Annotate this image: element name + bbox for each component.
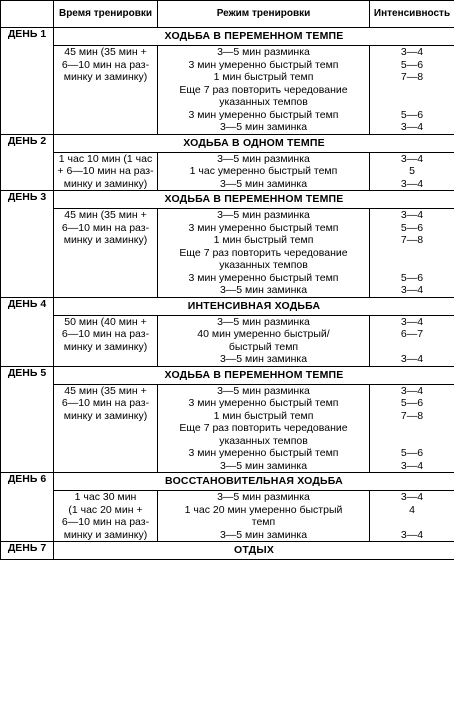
intensity-cell-line: 3—4	[400, 284, 424, 296]
duration-cell-line: 6—10 мин на раз-	[61, 328, 150, 340]
intensity-cell-line: 3—4	[400, 384, 424, 397]
header-row	[1, 1, 454, 28]
mode-cell-line: 1 мин быстрый темп	[213, 409, 314, 422]
mode-cell-line: 3—5 мин разминка	[217, 46, 310, 58]
header-intensity: Интенсивность	[370, 1, 454, 28]
mode-cell-line: 3—5 мин заминка	[219, 284, 308, 296]
intensity-cell-line: 7—8	[400, 409, 424, 422]
mode-cell	[158, 209, 370, 298]
duration-cell-line: 45 мин (35 мин +	[64, 46, 147, 58]
intensity-cell-line: 4	[409, 503, 415, 516]
duration-cell-line: 6—10 мин на раз-	[61, 221, 150, 234]
day-title: ВОССТАНОВИТЕЛЬНАЯ ХОДЬБА	[54, 473, 454, 491]
day-title-row	[1, 473, 454, 491]
day-detail-row	[1, 315, 454, 366]
mode-cell-line: 3 мин умеренно быстрый темп	[188, 447, 339, 459]
intensity-cell-line: 7—8	[400, 234, 424, 246]
intensity-cell-line	[372, 341, 452, 354]
intensity-cell-line: 6—7	[400, 328, 424, 340]
mode-cell-line: 3—5 мин заминка	[219, 177, 308, 190]
mode-cell-line: 3—5 мин заминка	[219, 121, 308, 133]
intensity-cell-line: 5—6	[400, 108, 424, 121]
intensity-cell-line: 5—6	[400, 58, 424, 71]
day-title: ИНТЕНСИВНАЯ ХОДЬБА	[54, 297, 454, 315]
intensity-cell-line: 3—4	[400, 353, 424, 365]
duration-cell-line: + 6—10 мин на раз-	[57, 165, 154, 177]
intensity-cell	[370, 46, 454, 135]
plan-body	[1, 28, 454, 560]
intensity-cell	[370, 315, 454, 366]
intensity-cell-line	[372, 247, 452, 260]
intensity-cell-line: 5	[409, 165, 415, 177]
mode-cell	[158, 491, 370, 542]
duration-cell-line: 6—10 мин на раз-	[61, 58, 150, 71]
intensity-cell-line: 3—4	[400, 152, 424, 165]
duration-cell-line: минку и заминку)	[63, 234, 148, 246]
intensity-cell-line: 5—6	[400, 447, 424, 459]
duration-cell-line: минку и заминку)	[63, 528, 148, 541]
intensity-cell-line: 5—6	[400, 221, 424, 234]
intensity-cell-line	[372, 96, 452, 109]
intensity-cell-line: 7—8	[400, 71, 424, 83]
duration-cell	[54, 315, 158, 366]
intensity-cell-line	[372, 84, 452, 97]
intensity-cell-line	[372, 435, 452, 448]
duration-cell-line: минку и заминку)	[63, 340, 148, 353]
day-detail-row	[1, 46, 454, 135]
mode-cell-line: быстрый темп	[228, 340, 299, 353]
duration-cell	[54, 46, 158, 135]
day-title: ОТДЫХ	[54, 542, 454, 560]
day-label: ДЕНЬ 1	[1, 28, 54, 135]
header-day	[1, 1, 54, 28]
mode-cell-line: 3 мин умеренно быстрый темп	[188, 108, 339, 121]
header-time: Время тренировки	[54, 1, 158, 28]
duration-cell	[54, 209, 158, 298]
mode-cell-line: указанных темпов	[219, 259, 308, 271]
header-mode: Режим тренировки	[158, 1, 370, 28]
duration-cell	[54, 491, 158, 542]
intensity-cell	[370, 209, 454, 298]
mode-cell-line: 3 мин умеренно быстрый темп	[188, 221, 339, 234]
intensity-cell-line: 3—4	[400, 459, 424, 472]
intensity-cell	[370, 384, 454, 473]
mode-cell-line: 3—5 мин заминка	[219, 353, 308, 365]
day-detail-row	[1, 384, 454, 473]
mode-cell	[158, 46, 370, 135]
intensity-cell-line	[372, 516, 452, 529]
day-title-row	[1, 542, 454, 560]
duration-cell-line: 6—10 мин на раз-	[61, 397, 150, 409]
mode-cell-line: 40 мин умеренно быстрый/	[197, 328, 330, 340]
day-label: ДЕНЬ 2	[1, 134, 54, 191]
day-title-row	[1, 134, 454, 152]
day-title-row	[1, 28, 454, 46]
intensity-cell-line: 3—4	[400, 209, 424, 221]
mode-cell-line: 3 мин умеренно быстрый темп	[188, 397, 339, 409]
duration-cell-line: 45 мин (35 мин +	[64, 384, 147, 397]
mode-cell-line: 3—5 мин разминка	[217, 315, 310, 328]
day-title-row	[1, 297, 454, 315]
mode-cell-line: 3—5 мин разминка	[217, 209, 310, 221]
duration-cell-line: 45 мин (35 мин +	[64, 209, 147, 221]
mode-cell	[158, 152, 370, 191]
mode-cell-line: указанных темпов	[219, 96, 308, 108]
mode-cell-line: 3—5 мин разминка	[217, 152, 310, 165]
duration-cell-line: (1 час 20 мин +	[68, 503, 143, 516]
intensity-cell-line: 3—4	[400, 177, 424, 190]
day-title: ХОДЬБА В ОДНОМ ТЕМПЕ	[54, 134, 454, 152]
day-title: ХОДЬБА В ПЕРЕМЕННОМ ТЕМПЕ	[54, 366, 454, 384]
mode-cell-line: 3—5 мин заминка	[219, 459, 308, 472]
duration-cell-line: 1 час 10 мин (1 час	[58, 152, 153, 165]
duration-cell-line: 1 час 30 мин	[74, 491, 137, 503]
intensity-cell-line: 3—4	[400, 121, 424, 133]
intensity-cell	[370, 491, 454, 542]
duration-cell-line: 50 мин (40 мин +	[64, 315, 147, 328]
intensity-cell-line: 3—4	[400, 491, 424, 503]
intensity-cell	[370, 152, 454, 191]
intensity-cell-line: 3—4	[400, 315, 424, 328]
mode-cell-line: 1 мин быстрый темп	[213, 71, 314, 83]
mode-cell-line: Еще 7 раз повторить чередование	[179, 246, 348, 259]
mode-cell-line: Еще 7 раз повторить чередование	[179, 422, 348, 434]
intensity-cell-line	[372, 422, 452, 435]
day-label: ДЕНЬ 6	[1, 473, 54, 542]
mode-cell-line: 3 мин умеренно быстрый темп	[188, 58, 339, 71]
mode-cell-line: 3 мин умеренно быстрый темп	[188, 271, 339, 284]
day-title: ХОДЬБА В ПЕРЕМЕННОМ ТЕМПЕ	[54, 191, 454, 209]
mode-cell-line: 1 час 20 мин умеренно быстрый	[184, 503, 343, 516]
day-label: ДЕНЬ 4	[1, 297, 54, 366]
intensity-cell-line: 3—4	[400, 528, 424, 541]
mode-cell-line: 3—5 мин заминка	[219, 528, 308, 541]
day-label: ДЕНЬ 5	[1, 366, 54, 473]
duration-cell	[54, 152, 158, 191]
day-title-row	[1, 191, 454, 209]
intensity-cell-line: 3—4	[400, 46, 424, 58]
day-detail-row	[1, 209, 454, 298]
mode-cell-line: 3—5 мин разминка	[217, 384, 310, 397]
intensity-cell-line: 5—6	[400, 271, 424, 284]
day-label: ДЕНЬ 3	[1, 191, 54, 298]
mode-cell-line: 3—5 мин разминка	[217, 491, 310, 503]
day-detail-row	[1, 491, 454, 542]
day-title-row	[1, 366, 454, 384]
day-label: ДЕНЬ 7	[1, 542, 54, 560]
mode-cell-line: 1 мин быстрый темп	[213, 234, 314, 246]
mode-cell-line: 1 час умеренно быстрый темп	[189, 165, 338, 177]
day-detail-row	[1, 152, 454, 191]
duration-cell	[54, 384, 158, 473]
duration-cell-line: минку и заминку)	[63, 409, 148, 422]
day-title: ХОДЬБА В ПЕРЕМЕННОМ ТЕМПЕ	[54, 28, 454, 46]
mode-cell	[158, 315, 370, 366]
mode-cell	[158, 384, 370, 473]
intensity-cell-line: 5—6	[400, 397, 424, 409]
mode-cell-line: указанных темпов	[219, 434, 308, 447]
duration-cell-line: 6—10 мин на раз-	[61, 516, 150, 528]
duration-cell-line: минку и заминку)	[63, 71, 148, 83]
mode-cell-line: Еще 7 раз повторить чередование	[179, 83, 348, 96]
intensity-cell-line	[372, 259, 452, 272]
mode-cell-line: темп	[251, 516, 276, 528]
duration-cell-line: минку и заминку)	[63, 177, 148, 190]
